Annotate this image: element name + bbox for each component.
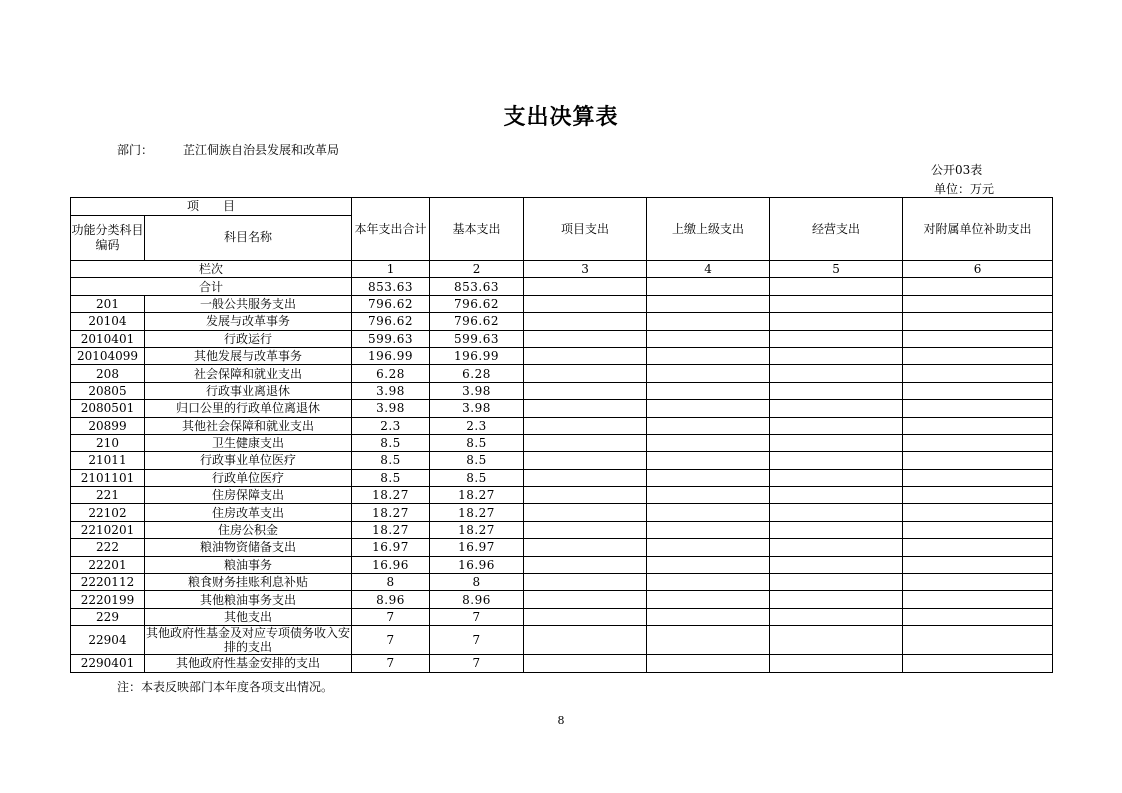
header-col-total: 本年支出合计	[352, 198, 430, 261]
row-upper	[647, 347, 770, 364]
row-total: 3.98	[352, 382, 430, 399]
row-total: 16.96	[352, 556, 430, 573]
table-row	[71, 469, 1053, 486]
row-business	[770, 487, 903, 504]
row-total: 18.27	[352, 521, 430, 538]
row-project	[524, 556, 647, 573]
row-subject-name: 其他支出	[145, 608, 352, 625]
row-subsidy	[903, 574, 1053, 591]
row-business	[770, 608, 903, 625]
row-subject-name: 其他发展与改革事务	[145, 347, 352, 364]
row-basic: 2.3	[430, 417, 524, 434]
total-label: 合计	[71, 278, 352, 295]
row-total: 18.27	[352, 487, 430, 504]
row-total: 7	[352, 626, 430, 655]
row-basic: 796.62	[430, 295, 524, 312]
row-business	[770, 330, 903, 347]
department-name: 芷江侗族自治县发展和改革局	[183, 143, 340, 157]
row-subject-name: 行政事业单位医疗	[145, 452, 352, 469]
row-basic: 16.97	[430, 539, 524, 556]
table-row	[71, 539, 1053, 556]
row-business	[770, 382, 903, 399]
row-code: 20104099	[71, 347, 145, 364]
row-total: 599.63	[352, 330, 430, 347]
row-subject-name: 行政运行	[145, 330, 352, 347]
row-business	[770, 574, 903, 591]
row-business	[770, 521, 903, 538]
row-subsidy	[903, 382, 1053, 399]
row-subject-name: 其他政府性基金及对应专项债务收入安排的支出	[146, 626, 351, 655]
total-row	[71, 278, 1053, 295]
row-upper	[647, 400, 770, 417]
row-basic: 8	[430, 574, 524, 591]
table-row	[71, 434, 1053, 451]
row-subsidy	[903, 556, 1053, 573]
row-total: 8.5	[352, 434, 430, 451]
row-code: 2220199	[71, 591, 145, 608]
row-total: 2.3	[352, 417, 430, 434]
row-subject-name: 住房保障支出	[145, 487, 352, 504]
row-project	[524, 655, 647, 672]
row-project	[524, 330, 647, 347]
row-upper	[647, 469, 770, 486]
row-subject-name: 粮油物资储备支出	[145, 539, 352, 556]
row-business	[770, 347, 903, 364]
total-project	[524, 278, 647, 295]
row-code: 210	[71, 434, 145, 451]
row-basic: 8.5	[430, 434, 524, 451]
row-upper	[647, 591, 770, 608]
page-number: 8	[557, 714, 565, 727]
row-subject-name: 发展与改革事务	[145, 313, 352, 330]
row-business	[770, 417, 903, 434]
row-project	[524, 539, 647, 556]
department-label: 部门：	[117, 143, 154, 157]
row-project	[524, 591, 647, 608]
row-business	[770, 452, 903, 469]
row-code: 201	[71, 295, 145, 312]
row-upper	[647, 313, 770, 330]
column-index-6: 6	[903, 261, 1053, 278]
row-code: 22102	[71, 504, 145, 521]
column-index-5: 5	[770, 261, 903, 278]
table-row	[71, 295, 1053, 312]
row-code: 2010401	[71, 330, 145, 347]
column-index-2: 2	[430, 261, 524, 278]
row-subsidy	[903, 330, 1053, 347]
row-upper	[647, 504, 770, 521]
row-project	[524, 521, 647, 538]
row-code: 21011	[71, 452, 145, 469]
row-total: 796.62	[352, 295, 430, 312]
header-col-subsidy: 对附属单位补助支出	[903, 198, 1053, 261]
total-upper	[647, 278, 770, 295]
total-basic: 853.63	[430, 278, 524, 295]
row-basic: 7	[430, 626, 524, 655]
row-code: 22201	[71, 556, 145, 573]
table-row	[71, 365, 1053, 382]
table-row	[71, 417, 1053, 434]
row-subject-name: 卫生健康支出	[145, 434, 352, 451]
header-col-business: 经营支出	[770, 198, 903, 261]
row-subsidy	[903, 539, 1053, 556]
row-business	[770, 591, 903, 608]
column-index-1: 1	[352, 261, 430, 278]
header-item-group: 项 目	[71, 198, 352, 216]
row-upper	[647, 452, 770, 469]
row-basic: 3.98	[430, 400, 524, 417]
row-code: 2101101	[71, 469, 145, 486]
header-col-project: 项目支出	[524, 198, 647, 261]
row-upper	[647, 417, 770, 434]
row-project	[524, 469, 647, 486]
total-amount: 853.63	[352, 278, 430, 295]
row-upper	[647, 655, 770, 672]
row-subject-name: 归口公里的行政单位离退休	[145, 400, 352, 417]
row-basic: 196.99	[430, 347, 524, 364]
row-project	[524, 365, 647, 382]
column-index-row	[71, 261, 1053, 278]
column-index-label: 栏次	[71, 261, 352, 278]
row-total: 8.5	[352, 452, 430, 469]
row-upper	[647, 521, 770, 538]
row-code: 20805	[71, 382, 145, 399]
row-subsidy	[903, 400, 1053, 417]
row-code: 2210201	[71, 521, 145, 538]
row-total: 18.27	[352, 504, 430, 521]
row-upper	[647, 434, 770, 451]
row-business	[770, 365, 903, 382]
row-total: 7	[352, 655, 430, 672]
row-total: 8.96	[352, 591, 430, 608]
table-body	[71, 278, 1053, 672]
row-business	[770, 655, 903, 672]
table-row	[71, 655, 1053, 672]
table-row	[71, 608, 1053, 625]
row-project	[524, 417, 647, 434]
form-number: 公开03表	[931, 163, 983, 177]
header-func-code: 功能分类科目编码	[71, 215, 145, 260]
row-subsidy	[903, 504, 1053, 521]
row-total: 8.5	[352, 469, 430, 486]
row-business	[770, 313, 903, 330]
row-project	[524, 504, 647, 521]
row-upper	[647, 295, 770, 312]
row-subsidy	[903, 521, 1053, 538]
table-row	[71, 521, 1053, 538]
row-project	[524, 487, 647, 504]
row-project	[524, 347, 647, 364]
table-row	[71, 487, 1053, 504]
row-subsidy	[903, 626, 1053, 655]
row-project	[524, 608, 647, 625]
header-subject-name: 科目名称	[145, 215, 352, 260]
row-total: 3.98	[352, 400, 430, 417]
row-business	[770, 434, 903, 451]
footer-note: 注：本表反映部门本年度各项支出情况。	[117, 680, 334, 694]
table-row	[71, 626, 1053, 655]
row-basic: 7	[430, 608, 524, 625]
row-total: 7	[352, 608, 430, 625]
row-subsidy	[903, 365, 1053, 382]
row-upper	[647, 608, 770, 625]
row-code: 229	[71, 608, 145, 625]
expenditure-table	[70, 197, 1053, 673]
row-subsidy	[903, 347, 1053, 364]
table-row	[71, 556, 1053, 573]
row-subject-name: 一般公共服务支出	[145, 295, 352, 312]
row-project	[524, 434, 647, 451]
row-basic: 8.5	[430, 452, 524, 469]
row-code: 2220112	[71, 574, 145, 591]
table-row	[71, 504, 1053, 521]
row-upper	[647, 556, 770, 573]
row-basic: 796.62	[430, 313, 524, 330]
row-code: 22904	[71, 626, 145, 655]
row-basic: 599.63	[430, 330, 524, 347]
row-subject-name: 行政单位医疗	[145, 469, 352, 486]
table-row	[71, 347, 1053, 364]
row-code: 222	[71, 539, 145, 556]
row-total: 796.62	[352, 313, 430, 330]
table-header	[71, 198, 1053, 278]
row-business	[770, 504, 903, 521]
row-upper	[647, 365, 770, 382]
table-row	[71, 313, 1053, 330]
row-subject-name: 粮食财务挂账利息补贴	[145, 574, 352, 591]
row-total: 6.28	[352, 365, 430, 382]
row-code: 20899	[71, 417, 145, 434]
header-col-upper: 上缴上级支出	[647, 198, 770, 261]
unit-label: 单位：万元	[934, 182, 995, 196]
table-row	[71, 400, 1053, 417]
page-title: 支出决算表	[503, 105, 619, 130]
table-row	[71, 330, 1053, 347]
row-project	[524, 626, 647, 655]
row-subject-name: 其他社会保障和就业支出	[145, 417, 352, 434]
row-total: 196.99	[352, 347, 430, 364]
total-subsidy	[903, 278, 1053, 295]
table-row	[71, 591, 1053, 608]
row-project	[524, 452, 647, 469]
row-business	[770, 556, 903, 573]
row-upper	[647, 487, 770, 504]
row-code: 2080501	[71, 400, 145, 417]
table-row	[71, 574, 1053, 591]
row-project	[524, 400, 647, 417]
row-subject-name: 其他粮油事务支出	[145, 591, 352, 608]
row-total: 8	[352, 574, 430, 591]
row-project	[524, 295, 647, 312]
row-subsidy	[903, 608, 1053, 625]
row-basic: 18.27	[430, 521, 524, 538]
row-code: 208	[71, 365, 145, 382]
row-subsidy	[903, 591, 1053, 608]
row-subsidy	[903, 434, 1053, 451]
row-subject-name: 住房改革支出	[145, 504, 352, 521]
row-total: 16.97	[352, 539, 430, 556]
row-subsidy	[903, 417, 1053, 434]
row-upper	[647, 574, 770, 591]
row-project	[524, 313, 647, 330]
table-row	[71, 452, 1053, 469]
row-business	[770, 400, 903, 417]
row-subject-name: 住房公积金	[145, 521, 352, 538]
row-project	[524, 382, 647, 399]
header-col-basic: 基本支出	[430, 198, 524, 261]
row-code: 2290401	[71, 655, 145, 672]
row-code: 20104	[71, 313, 145, 330]
row-upper	[647, 539, 770, 556]
row-subsidy	[903, 313, 1053, 330]
row-business	[770, 469, 903, 486]
row-upper	[647, 382, 770, 399]
row-business	[770, 295, 903, 312]
row-business	[770, 626, 903, 655]
row-subject-name: 行政事业离退休	[145, 382, 352, 399]
row-basic: 8.5	[430, 469, 524, 486]
row-project	[524, 574, 647, 591]
row-upper	[647, 626, 770, 655]
row-code: 221	[71, 487, 145, 504]
row-subsidy	[903, 655, 1053, 672]
row-subsidy	[903, 487, 1053, 504]
column-index-4: 4	[647, 261, 770, 278]
table-row	[71, 382, 1053, 399]
row-business	[770, 539, 903, 556]
row-upper	[647, 330, 770, 347]
row-subsidy	[903, 469, 1053, 486]
column-index-3: 3	[524, 261, 647, 278]
row-basic: 6.28	[430, 365, 524, 382]
row-subject-name: 其他政府性基金安排的支出	[145, 655, 352, 672]
row-subsidy	[903, 295, 1053, 312]
row-subsidy	[903, 452, 1053, 469]
row-subject-name: 社会保障和就业支出	[145, 365, 352, 382]
row-basic: 18.27	[430, 487, 524, 504]
total-business	[770, 278, 903, 295]
row-basic: 18.27	[430, 504, 524, 521]
row-subject-name: 粮油事务	[145, 556, 352, 573]
row-basic: 8.96	[430, 591, 524, 608]
row-basic: 3.98	[430, 382, 524, 399]
row-basic: 7	[430, 655, 524, 672]
row-basic: 16.96	[430, 556, 524, 573]
